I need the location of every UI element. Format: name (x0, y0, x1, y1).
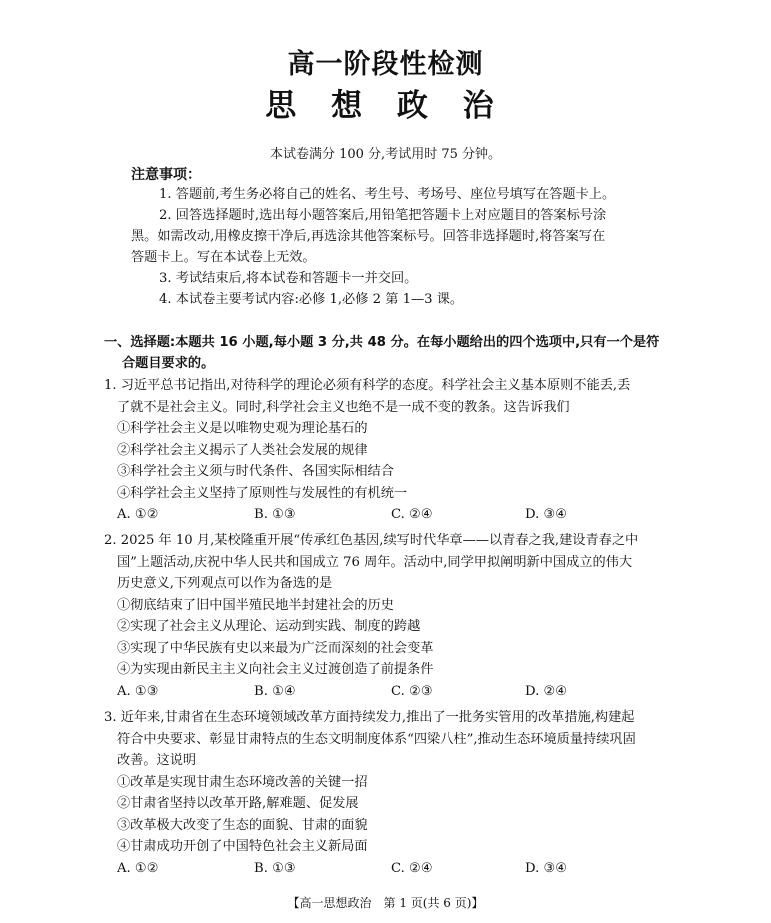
choice-d: D. ③④ (525, 507, 568, 522)
question-stem: 国”上题活动,庆祝中华人民共和国成立 76 周年。活动中,同学甲拟阐明新中国成立的伟大 (117, 554, 633, 570)
choice-a: A. ①② (117, 507, 159, 522)
question-2 (104, 530, 674, 702)
question-option: ①改革是实现甘肃生态环境改善的关键一招 (117, 774, 368, 790)
notice-title: 注意事项： (131, 167, 201, 183)
choice-a: A. ①② (117, 860, 159, 876)
question-option: ④科学社会主义坚持了原则性与发展性的有机统一 (117, 485, 408, 501)
page-title: 高一阶段性检测 (287, 49, 484, 80)
question-option: ④甘肃成功开创了中国特色社会主义新局面 (117, 839, 368, 854)
section-heading-line: 合题目要求的。 (122, 356, 215, 371)
section-heading (104, 332, 674, 374)
exam-info: 本试卷满分 100 分,考试用时 75 分钟。 (269, 147, 502, 162)
notice-line: 2. 回答选择题时,选出每小题答案后,用铅笔把答题卡上对应题目的答案标号涂 (159, 208, 607, 223)
question-option: ③实现了中华民族有史以来最为广泛而深刻的社会变革 (117, 640, 434, 656)
notice-line: 1. 答题前,考生务必将自己的姓名、考生号、考场号、座位号填写在答题卡上。 (159, 187, 616, 202)
choice-a: A. ①③ (117, 683, 159, 699)
question-stem: 2. 2025 年 10 月,某校隆重开展“传承红色基因,续写时代华章——以青春之我,建设青春之中 (104, 533, 639, 548)
answer-choices (104, 858, 674, 880)
question-stem: 3. 近年来,甘肃省在生态环境领域改革方面持续发力,推出了一批务实管用的改革措施,构建起 (104, 710, 635, 725)
notice-list (131, 184, 651, 310)
choice-c: C. ②④ (391, 860, 433, 876)
notice-line: 黑。如需改动,用橡皮擦干净后,再选涂其他答案标号。回答非选择题时,将答案写在 (131, 229, 606, 244)
question-option: ③改革极大改变了生态的面貌、甘肃的面貌 (117, 817, 368, 833)
answer-choices (104, 504, 674, 526)
question-option: ③科学社会主义须与时代条件、各国实际相结合 (117, 464, 394, 479)
page-footer: 【高一思想政治 第 1 页(共 6 页)】 (287, 896, 484, 910)
subject-title: 思 想 政 治 (265, 88, 506, 124)
question-option: ②甘肃省坚持以改革开路,解难题、促发展 (117, 796, 359, 811)
question-stem: 历史意义,下列观点可以作为备选的是 (117, 576, 333, 591)
choice-b: B. ①③ (254, 507, 296, 522)
notice-line: 4. 本试卷主要考试内容:必修 1,必修 2 第 1—3 课。 (159, 292, 464, 307)
section-heading-line: 一、选择题:本题共 16 小题,每小题 3 分,共 48 分。在每小题给出的四个选项中,只有一个是符 (104, 335, 660, 350)
question-option: ④为实现由新民主主义向社会主义过渡创造了前提条件 (117, 662, 434, 677)
choice-c: C. ②③ (391, 683, 433, 699)
question-1 (104, 375, 674, 526)
choice-c: C. ②④ (391, 507, 433, 522)
choice-b: B. ①④ (254, 683, 296, 699)
choice-d: D. ②④ (525, 683, 568, 699)
notice-line: 答题卡上。写在本试卷上无效。 (131, 250, 316, 265)
choice-b: B. ①③ (254, 860, 296, 876)
question-option: ①彻底结束了旧中国半殖民地半封建社会的历史 (117, 597, 394, 613)
question-stem: 符合中央要求、彰显甘肃特点的生态文明制度体系“四梁八柱”,推动生态环境质量持续巩固 (117, 731, 636, 747)
question-option: ②科学社会主义揭示了人类社会发展的规律 (117, 442, 368, 458)
question-option: ②实现了社会主义从理论、运动到实践、制度的跨越 (117, 619, 421, 634)
question-stem: 1. 习近平总书记指出,对待科学的理论必须有科学的态度。科学社会主义基本原则不能丢,丢 (104, 378, 631, 393)
answer-choices (104, 681, 674, 703)
choice-d: D. ③④ (525, 860, 568, 876)
question-stem: 改善。这说明 (117, 753, 197, 768)
notice-line: 3. 考试结束后,将本试卷和答题卡一并交回。 (159, 271, 418, 286)
question-option: ①科学社会主义是以唯物史观为理论基石的 (117, 421, 368, 436)
question-3 (104, 707, 674, 879)
question-stem: 了就不是社会主义。同时,科学社会主义也绝不是一成不变的教条。这告诉我们 (117, 399, 570, 415)
